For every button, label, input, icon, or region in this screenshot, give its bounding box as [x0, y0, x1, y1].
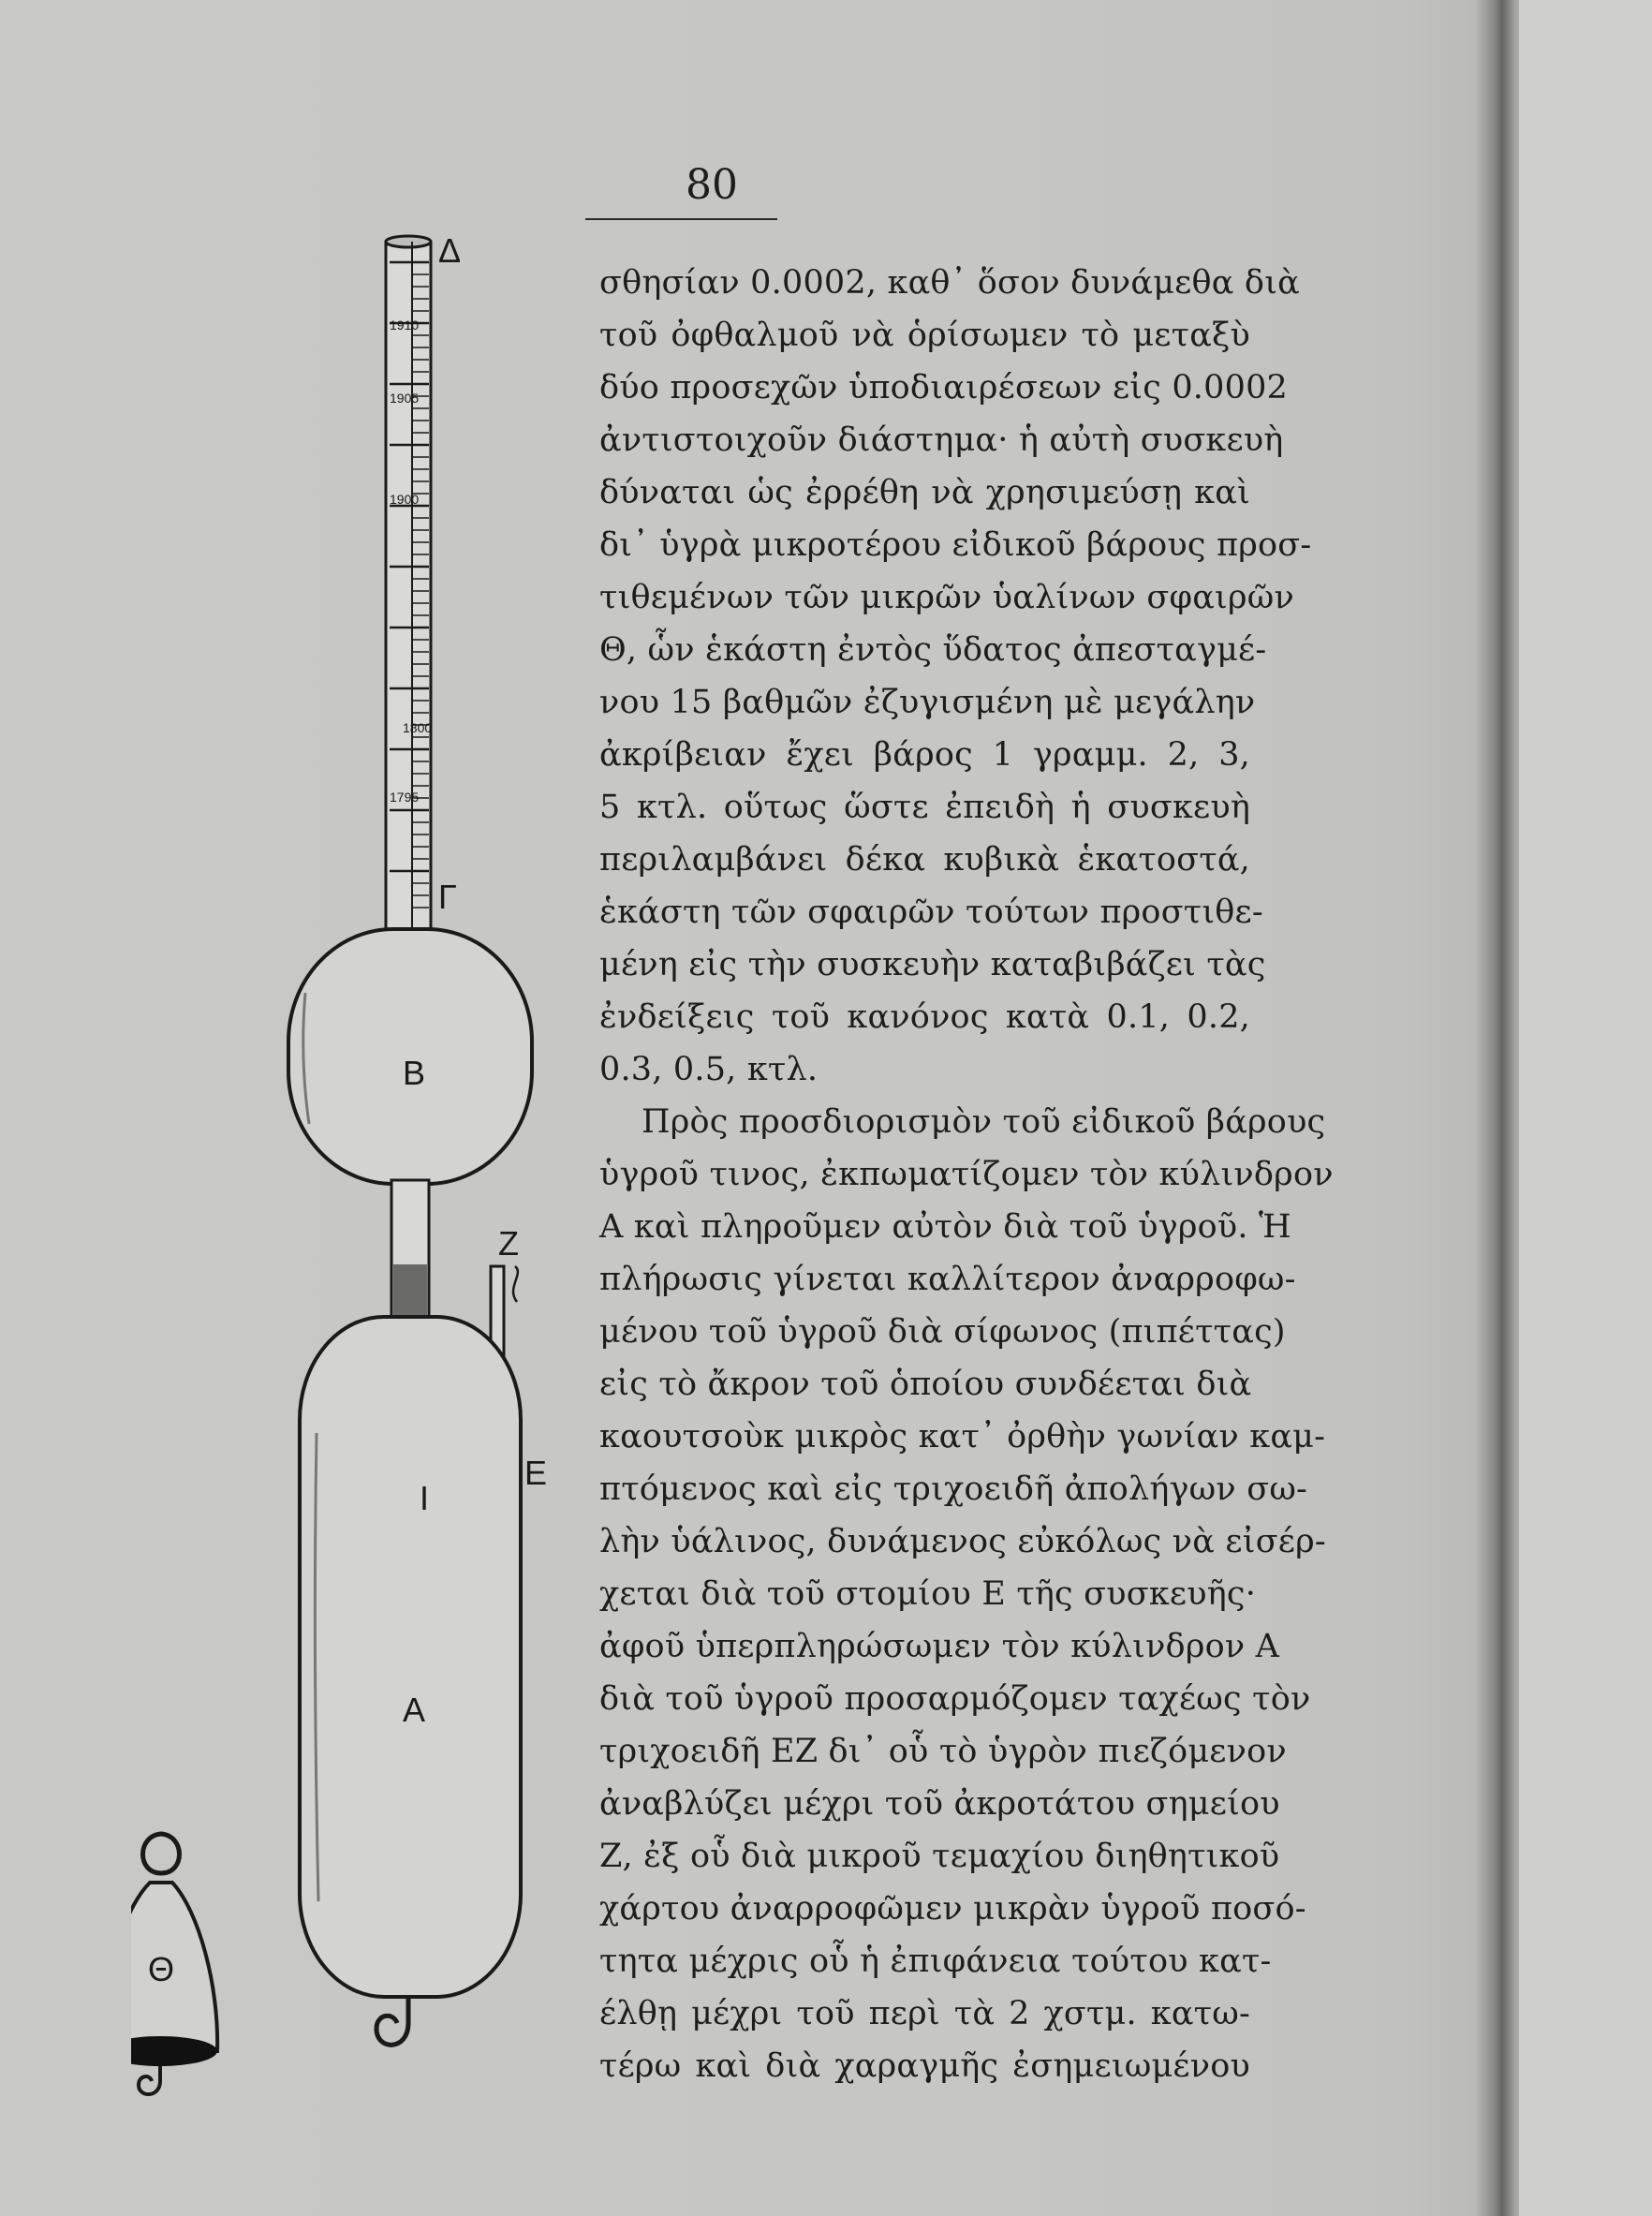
label-gamma: Γ	[438, 878, 457, 916]
text-line: δι᾿ ὑγρὰ μικροτέρου εἰδικοῦ βάρους προσ-	[599, 526, 1312, 564]
capillary-hook	[513, 1266, 518, 1302]
label-epsilon: E	[524, 1454, 548, 1492]
text-line: πτόμενος καὶ εἰς τριχοειδῆ ἀπολήγων σω-	[599, 1470, 1308, 1508]
page-number: 80	[686, 161, 738, 209]
scale-mark-1795: 1795	[390, 790, 420, 805]
gutter-shadow	[1475, 0, 1520, 2216]
text-line: καουτσοὺκ μικρὸς κατ᾿ ὀρθὴν γωνίαν καμ-	[599, 1418, 1326, 1455]
text-line: χάρτου ἀναρροφῶμεν μικρὰν ὑγροῦ ποσό-	[599, 1890, 1306, 1928]
text-line: τοῦ ὀφθαλμοῦ νὰ ὁρίσωμεν τὸ μεταξὺ	[599, 317, 1250, 354]
text-line: ἐνδείξεις τοῦ κανόνος κατὰ 0.1, 0.2,	[599, 998, 1250, 1036]
scale-mark-1900: 1900	[390, 492, 420, 507]
text-line: 0.3, 0.5, κτλ.	[599, 1051, 819, 1088]
weight-hook	[139, 2066, 160, 2094]
hydrometer-figure	[131, 225, 571, 2098]
text-line: τιθεμένων τῶν μικρῶν ὑαλίνων σφαιρῶν	[599, 579, 1294, 616]
label-delta: Δ	[438, 231, 462, 270]
text-line: περιλαμβάνει δέκα κυβικὰ ἑκατοστά,	[599, 841, 1250, 879]
body-text	[599, 257, 1334, 2092]
stem-top	[386, 236, 431, 247]
scale-mark-1800: 1800	[403, 720, 433, 735]
label-iota: I	[420, 1479, 430, 1517]
weight-theta	[131, 1883, 217, 2051]
cylinder-a	[300, 1317, 521, 1997]
text-line: ἀφοῦ ὑπερπληρώσωμεν τὸν κύλινδρον Α	[599, 1628, 1280, 1665]
scale-mark-1905: 1905	[390, 391, 420, 406]
text-line: Α καὶ πληροῦμεν αὐτὸν διὰ τοῦ ὑγροῦ. Ἡ	[599, 1208, 1291, 1246]
text-line: έλθῃ μέχρι τοῦ περὶ τὰ 2 χστμ. κατω-	[599, 1995, 1250, 2032]
graduated-stem	[386, 242, 431, 935]
text-line: τητα μέχρις οὗ ἡ ἐπιφάνεια τούτου κατ-	[599, 1943, 1272, 1980]
text-line: μένου τοῦ ὑγροῦ διὰ σίφωνος (πιπέττας)	[599, 1313, 1286, 1351]
text-line: δύο προσεχῶν ὑποδιαιρέσεων εἰς 0.0002	[599, 369, 1288, 406]
text-line: μένη εἰς τὴν συσκευὴν καταβιβάζει τὰς	[599, 946, 1266, 983]
facing-page-edge	[1517, 0, 1652, 2216]
label-beta: B	[403, 1054, 426, 1092]
text-line: διὰ τοῦ ὑγροῦ προσαρμόζομεν ταχέως τὸν	[599, 1680, 1311, 1718]
text-line: ἀκρίβειαν ἔχει βάρος 1 γραμμ. 2, 3,	[599, 736, 1250, 774]
text-line: χεται διὰ τοῦ στομίου Ε τῆς συσκευῆς·	[599, 1575, 1257, 1613]
scale-mark-1910: 1910	[390, 318, 420, 332]
bottom-hook	[376, 1997, 408, 2045]
weight-ring	[143, 1834, 180, 1873]
text-line: τέρω καὶ διὰ χαραγμῆς ἐσημειωμένου	[599, 2047, 1250, 2085]
label-alpha: A	[403, 1691, 426, 1729]
paragraph-start: Πρὸς προσδιορισμὸν τοῦ εἰδικοῦ βάρους	[642, 1103, 1326, 1141]
text-line: ὑγροῦ τινος, ἐκπωματίζομεν τὸν κύλινδρον	[599, 1156, 1334, 1193]
text-line: λὴν ὑάλινος, δυνάμενος εὐκόλως νὰ εἰσέρ-	[599, 1523, 1326, 1560]
text-line: Θ, ὧν ἑκάστη ἐντὸς ὕδατος ἀπεσταγμέ-	[599, 631, 1267, 669]
text-line: 5 κτλ. οὕτως ὥστε ἐπειδὴ ἡ συσκευὴ	[599, 789, 1250, 826]
header-rule	[585, 218, 777, 220]
label-theta: Θ	[148, 1950, 175, 1988]
text-line: νου 15 βαθμῶν ἐζυγισμένη μὲ μεγάλην	[599, 684, 1256, 721]
text-line: δύναται ὡς ἐρρέθη νὰ χρησιμεύσῃ καὶ	[599, 474, 1250, 511]
text-line: ἑκάστη τῶν σφαιρῶν τούτων προστιθε-	[599, 894, 1263, 931]
text-line: Ζ, ἐξ οὗ διὰ μικροῦ τεμαχίου διηθητικοῦ	[599, 1838, 1280, 1875]
text-line: τριχοειδῆ ΕΖ δι᾿ οὗ τὸ ὑγρὸν πιεζόμενον	[599, 1733, 1287, 1770]
text-line: ἀναβλύζει μέχρι τοῦ ἀκροτάτου σημείου	[599, 1785, 1280, 1823]
text-line: εἰς τὸ ἄκρον τοῦ ὁποίου συνδέεται διὰ	[599, 1366, 1252, 1403]
text-line: πλήρωσις γίνεται καλλίτερον ἀναρροφω-	[599, 1261, 1296, 1298]
shot-filling	[393, 1264, 427, 1319]
text-line: σθησίαν 0.0002, καθ᾿ ὅσον δυνάμεθα διὰ	[599, 264, 1300, 302]
label-zeta: Z	[498, 1224, 519, 1263]
text-line: ἀντιστοιχοῦν διάστημα· ἡ αὐτὴ συσκευὴ	[599, 421, 1284, 459]
